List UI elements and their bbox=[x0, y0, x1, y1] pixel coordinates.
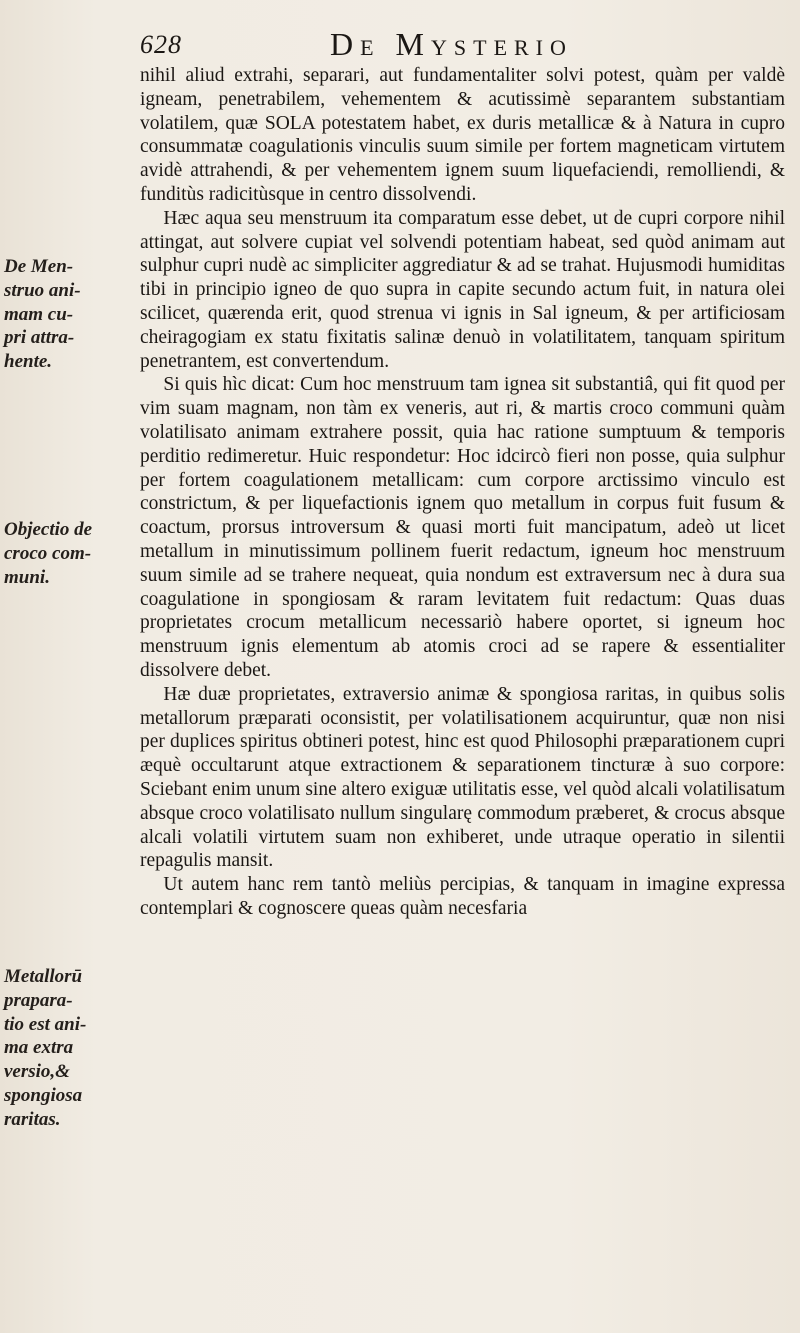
margin-note-line: prapara- bbox=[4, 989, 73, 1011]
margin-note-line: struo ani- bbox=[4, 279, 81, 301]
margin-note-line: muni. bbox=[4, 566, 50, 588]
paragraph: Hæ duæ proprietates, extraversio animæ & spongiosa raritas, in quibus solis metallorum præparati oconsistit, per volatilisationem acquiruntur, quæ non nisi per duplices spiritus obtineri potest, hinc est quod Philosophi præparationem cupri æquè occultarunt atque extractionem & separationem tincturæ à suo corpore: Sciebant enim unum sine altero exiguæ utilitatis esse, vel quòd alcali volatilisatum absque croco volatilisato nullum singularę commodum præberet, & crocus absque alcali volatili virtutem suam non exhiberet, unde utraque operatio in silentii repagulis mansit. bbox=[140, 683, 785, 872]
page-header bbox=[140, 6, 780, 66]
margin-note-menstruum bbox=[4, 255, 134, 374]
running-title: De Mysterio bbox=[330, 26, 573, 62]
body-text bbox=[140, 64, 785, 921]
paragraph: Ut autem hanc rem tantò meliùs percipias, & tanquam in imagine expressa contemplari & cognoscere queas quàm necesfaria bbox=[140, 874, 785, 919]
paragraph: nihil aliud extrahi, separari, aut fundamentaliter solvi potest, quàm per valdè igneam, penetrabilem, vehementem & acutissimè separantem substantiam volatilem, quæ SOLA potestatem habet, ex duris metallicæ & à Natura in cupro consummatæ coagulationis vinculis suum simile per fortem magneticam virtutem avidè attrahendi, & per vehementem ignem suum liquefaciendi, remolliendi, & funditùs radicitùsque in centro dissolvendi. bbox=[140, 65, 785, 205]
margin-note-line: mam cu- bbox=[4, 303, 74, 325]
margin-note-line: croco com- bbox=[4, 542, 92, 564]
page-number: 628 bbox=[140, 30, 182, 59]
margin-note-metals bbox=[4, 965, 134, 1132]
margin-note-line: spongiosa bbox=[4, 1084, 83, 1106]
margin-note-line: Metallorū bbox=[4, 966, 83, 987]
margin-note-line: versio,& bbox=[4, 1061, 70, 1083]
paragraph: Hæc aqua seu menstruum ita comparatum esse debet, ut de cupri corpore nihil attingat, aut solvere cupiat vel solvendi potentiam habeat, sed quòd animam aut sulphur cupri nudè ac simpliciter aggrediatur & ad se trahat. Hujusmodi humiditas tibi in principio igneo de quo supra in capite secundo actum fuit, in natura olei scilicet, quærenda erit, quod strenua vi ignis in Sal igneum, & per artificiosam cheiragogiam ex statu fixitatis salinæ denuò in volatilitatem, tanquam spiritum penetrantem, est convertendum. bbox=[140, 207, 785, 372]
margin-note-line: De Men- bbox=[4, 256, 74, 277]
paragraph: Si quis hìc dicat: Cum hoc menstruum tam ignea sit substantiâ, qui fit quod per vim suam magnam, non tàm ex veneris, aut ri, & martis croco communi quàm volatilisato animam extrahere possit, quia hac ratione sumptuum & temporis perditio redimeretur. Huic respondetur: Hoc idcircò fieri non posse, quia sulphur per fortem coagulationem metallicam: cum corpore arctissimo vinculo est constrictum, & per liquefactionis ignem quo metallum in corpus fuit fusum & coactum, prorsus introversum & quasi morti fuit mancipatum, adeò ut licet metallum in minutissimum pollinem fuerit redactum, igneum hoc menstruum suum simile ad se trahere nequeat, quia nondum est extraversum nec à dura sua coagulatione in spongiosam & raram levitatem fuit redactum: Quas duas proprietates crocum metallicum necessariò habere oportet, si igneum hoc menstruum ignis elementum ab atomis croci ad se rapere & essentialiter dissolvere debet. bbox=[140, 374, 785, 681]
margin-note-line: hente. bbox=[4, 351, 53, 373]
margin-note-line: tio est ani- bbox=[4, 1013, 87, 1035]
margin-note-line: Objectio de bbox=[4, 519, 93, 540]
margin-note-line: raritas. bbox=[4, 1108, 61, 1130]
margin-note-line: pri attra- bbox=[4, 327, 75, 349]
margin-note-line: ma extra bbox=[4, 1037, 74, 1059]
margin-note-objection bbox=[4, 518, 134, 589]
